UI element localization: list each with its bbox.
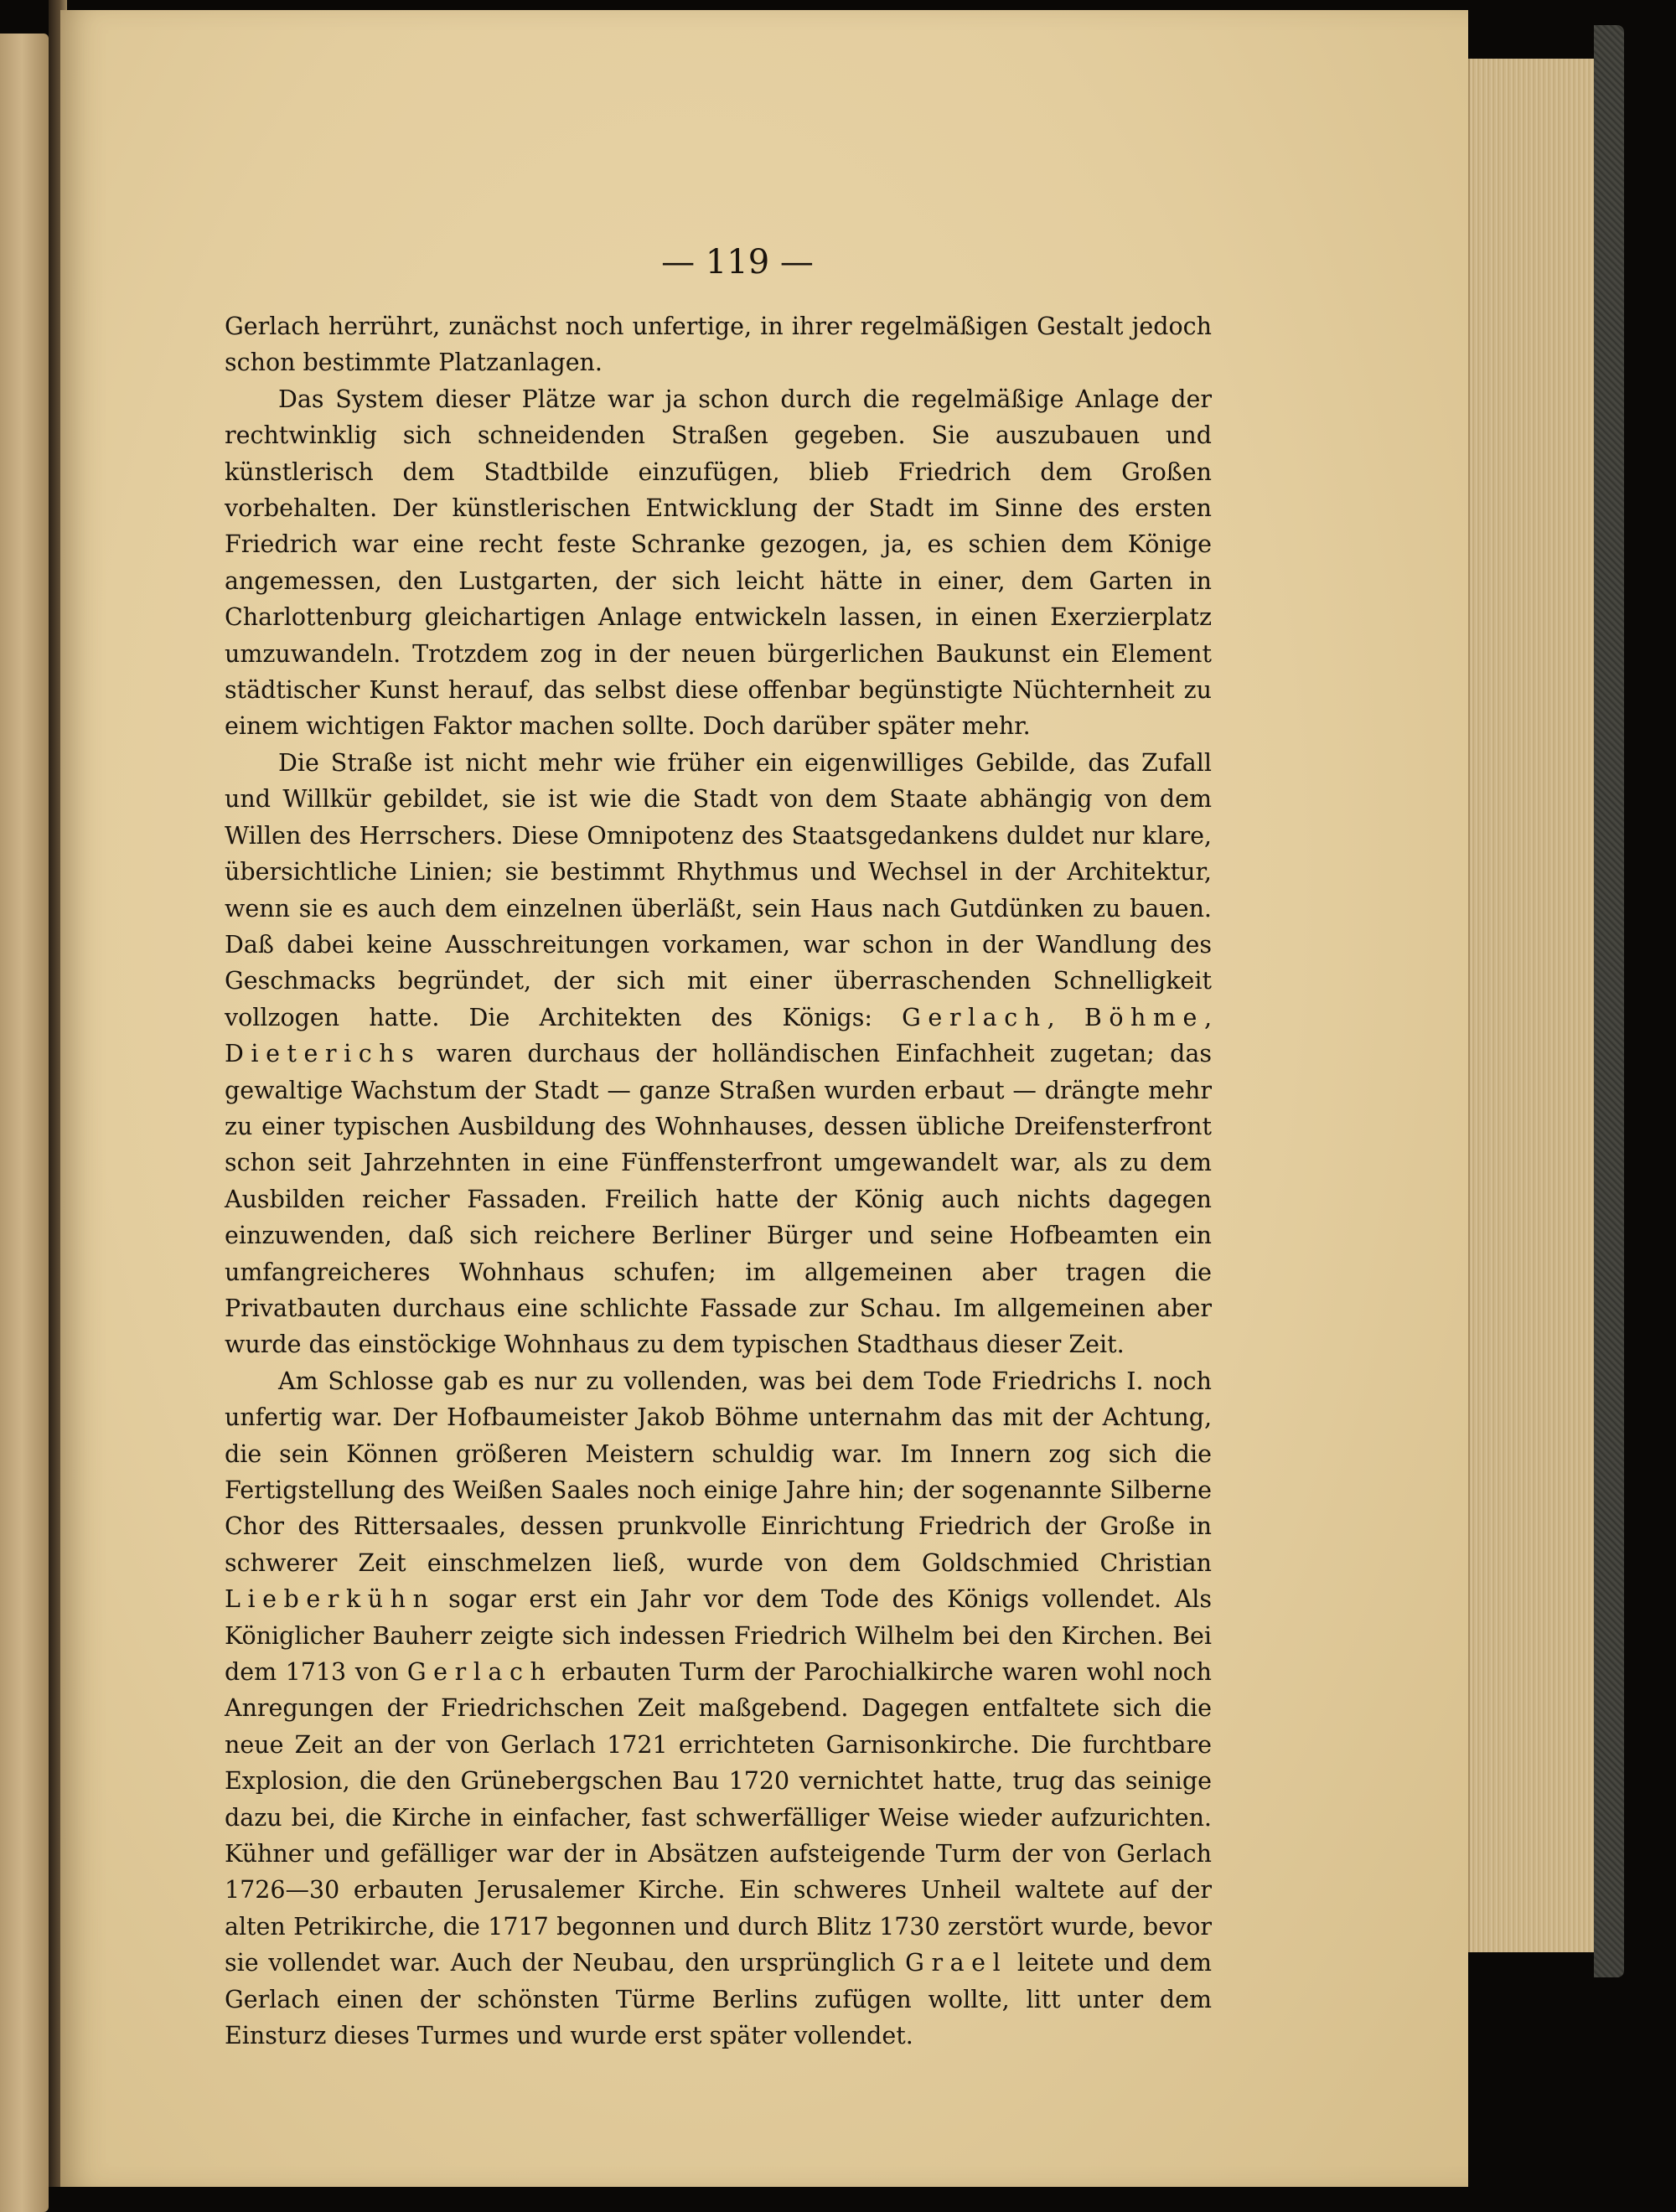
paragraph — [225, 308, 1212, 381]
text-run: Das System dieser Plätze war ja schon durch die regelmäßige Anlage der rechtwinklig sich schneidenden Straßen gegeben. Sie auszubauen und künstlerisch dem Stadtbilde einzufügen, blieb Friedrich dem Großen vorbehalten. Der künstlerischen Entwicklung der Stadt im Sinne des ersten Friedrich war eine recht feste Schranke gezogen, ja, es schien dem Könige angemessen, den Lustgarten, der sich leicht hätte in einer, dem Garten in Charlottenburg gleichartigen Anlage entwickeln lassen, in einen Exerzierplatz umzuwandeln. Trotzdem zog in der neuen bürgerlichen Baukunst ein Element städtischer Kunst herauf, das selbst diese offenbar begünstigte Nüchternheit zu einem wichtigen Faktor machen sollte. Doch darüber später mehr. — [225, 385, 1212, 741]
left-page-edge — [0, 34, 49, 2212]
paragraph — [225, 745, 1212, 1363]
text-run: Am Schlosse gab es nur zu vollenden, was bei dem Tode Friedrichs I. noch unfertig war. Der Hofbaumeister Jakob Böhme unternahm das mit der Achtung, die sein Können größeren Meistern schuldig war. Im Innern zog sich die Fertigstellung des Weißen Saales noch einige Jahre hin; der sogenannte Silberne Chor des Rittersaales, dessen prunkvolle Einrichtung Friedrich der Große in schwerer Zeit einschmelzen ließ, wurde von dem Goldschmied Christian — [225, 1367, 1212, 1577]
text-run: Gerlach herrührt, zunächst noch unfertige, in ihrer regelmäßigen Gestalt jedoch schon bestimmte Platzanlagen. — [225, 313, 1212, 377]
page-number: — 119 — — [661, 243, 814, 282]
paragraph — [225, 1363, 1212, 2054]
body-text — [225, 308, 1212, 2054]
text-run: Die Straße ist nicht mehr wie früher ein eigenwilliges Gebilde, das Zufall und Willkür gebildet, sie ist wie die Stadt von dem Staate abhängig von dem Willen des Herrschers. Diese Omnipotenz des Staatsgedankens duldet nur klare, übersichtliche Linien; sie bestimmt Rhythmus und Wechsel in der Architektur, wenn sie es auch dem einzelnen überläßt, sein Haus nach Gutdünken zu bauen. Daß dabei keine Ausschreitungen vorkamen, war schon in der Wandlung des Geschmacks begründet, der sich mit einer überraschenden Schnelligkeit vollzogen hatte. Die Architekten des Königs: — [225, 748, 1212, 1031]
spaced-name: Böhme — [1084, 1003, 1204, 1031]
text-run: , — [1203, 1003, 1212, 1031]
spaced-name: Grael — [905, 1949, 1008, 1977]
spaced-name: Lieberkühn — [225, 1585, 436, 1614]
spaced-name: Dieterichs — [225, 1040, 422, 1068]
text-run: , — [1047, 1003, 1084, 1031]
text-run: leitete und dem Gerlach einen der schönsten Türme Berlins zufügen wollte, litt unter dem Einsturz dieses Turmes und wurde erst später vollendet. — [225, 1949, 1212, 2050]
text-run: erbauten Turm der Parochialkirche waren wohl noch Anregungen der Friedrichschen Zeit maßgebend. Dagegen entfaltete sich die neue Zeit an der von Gerlach 1721 errichteten Garnisonkirche. Die furchtbare Explosion, die den Grünebergschen Bau 1720 vernichtet hatte, trug das seinige dazu bei, die Kirche in einfacher, fast schwerfälliger Weise wieder aufzurichten. Kühner und gefälliger war der in Absätzen aufsteigende Turm der von Gerlach 1726—30 erbauten Jerusalemer Kirche. Ein schweres Unheil waltete auf der alten Petrikirche, die 1717 begonnen und durch Blitz 1730 zerstört wurde, bevor sie vollendet war. Auch der Neubau, den ursprünglich — [225, 1658, 1212, 1977]
page-stack-edges — [1468, 59, 1596, 1952]
text-run: waren durchaus der holländischen Einfachheit zugetan; das gewaltige Wachstum der Stadt — ganze Straßen wurden erbaut — drängte mehr zu einer typischen Ausbildung des Wohnhauses, dessen übliche Dreifensterfront schon seit Jahrzehnten in eine Fünffensterfront umgewandelt war, als zu dem Ausbilden reicher Fassaden. Freilich hatte der König auch nichts dagegen einzuwenden, daß sich reichere Berliner Bürger und seine Hofbeamten ein umfangreicheres Wohnhaus schufen; im allgemeinen aber tragen die Privatbauten durchaus eine schlichte Fassade zur Schau. Im allgemeinen aber wurde das einstöckige Wohnhaus zu dem typischen Stadthaus dieser Zeit. — [225, 1040, 1212, 1359]
book-cover-edge — [1594, 25, 1624, 1977]
spaced-name: Gerlach — [902, 1003, 1048, 1031]
text-run: sogar erst ein Jahr vor dem Tode des Königs vollendet. Als Königlicher Bauherr zeigte sich indessen Friedrich Wilhelm bei den Kirchen. Bei dem 1713 von — [225, 1585, 1212, 1687]
paragraph — [225, 381, 1212, 745]
spaced-name: Gerlach — [406, 1658, 553, 1687]
